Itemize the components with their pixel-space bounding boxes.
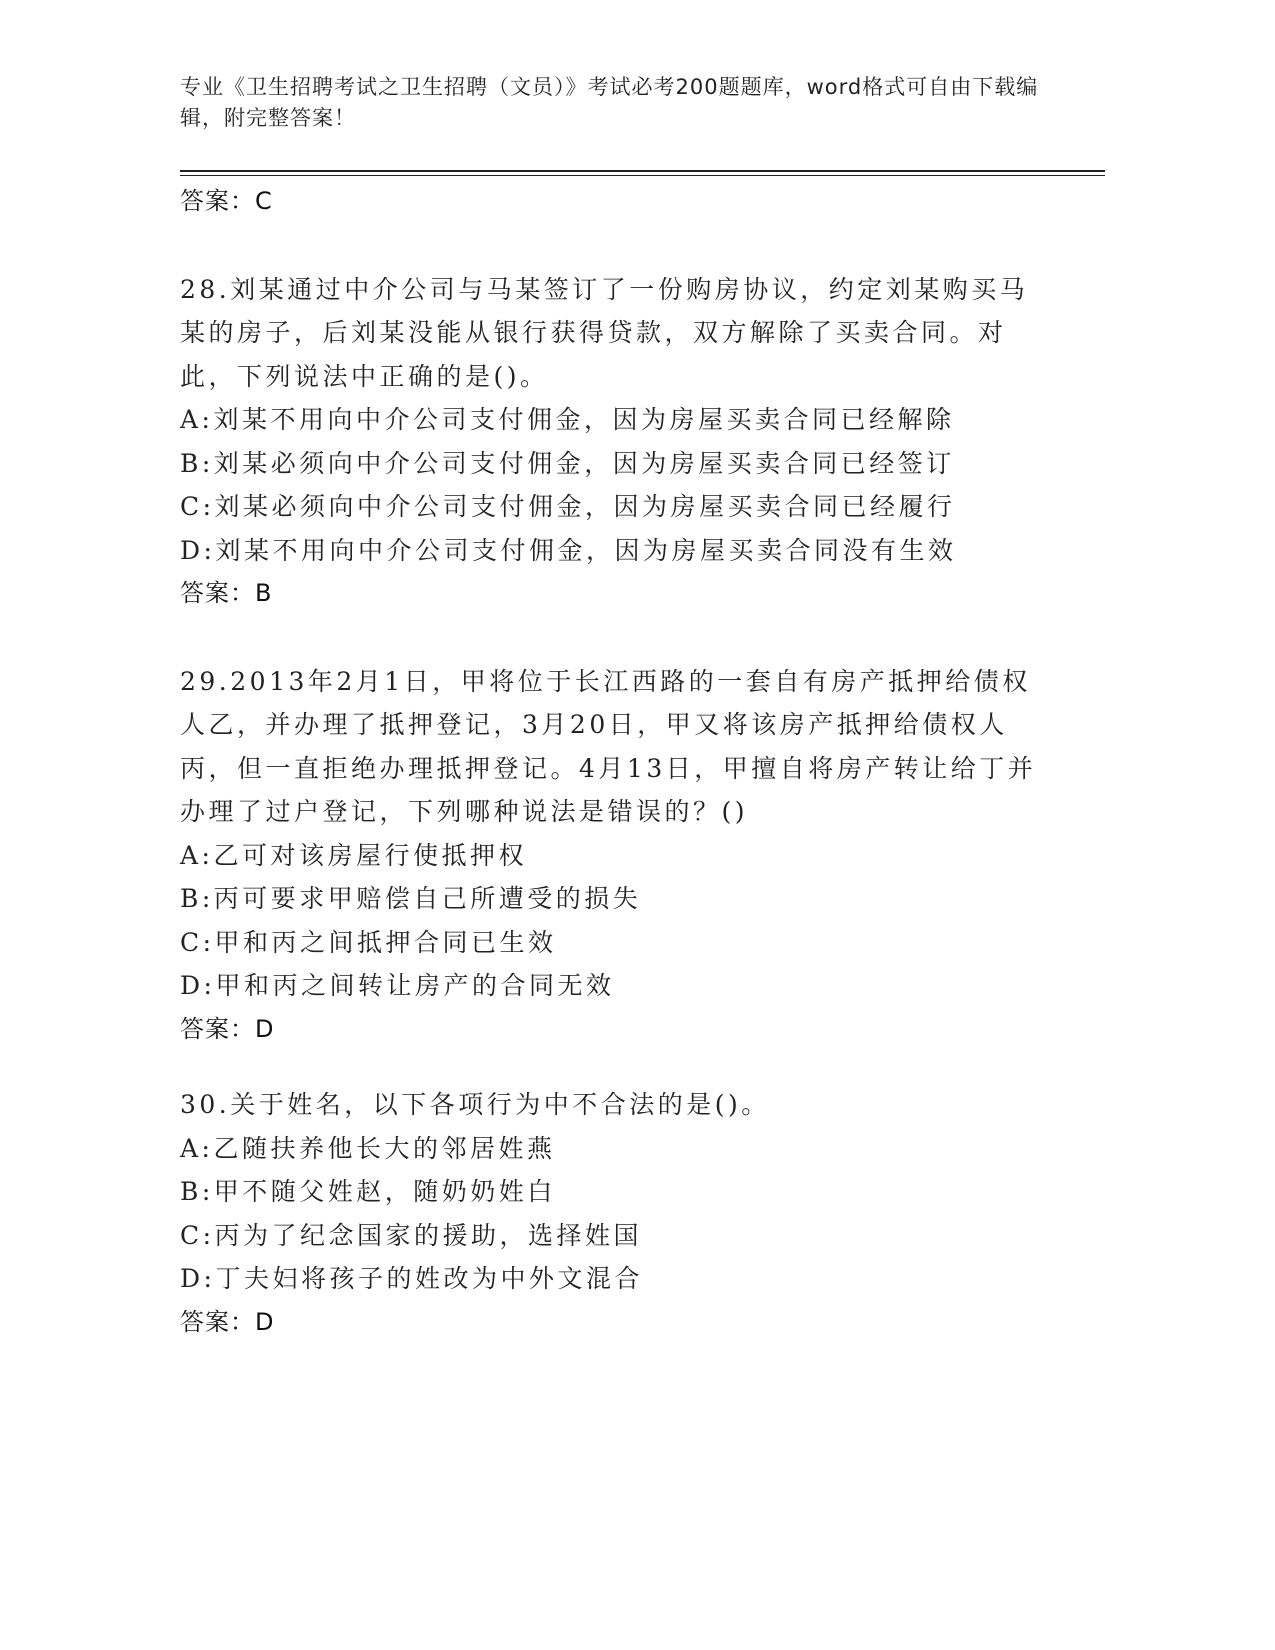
document-header: 专业《卫生招聘考试之卫生招聘（文员）》考试必考200题题库，word格式可自由下载编辑，附完整答案！ <box>180 75 1039 130</box>
option-29-c: C:甲和丙之间抵押合同已生效 <box>180 927 557 957</box>
option-29-d: D:甲和丙之间转让房产的合同无效 <box>180 971 615 1000</box>
question-text-30: 30.关于姓名，以下各项行为中不合法的是()。 <box>180 1090 770 1119</box>
question-text-28: 28.刘某通过中介公司与马某签订了一份购房协议，约定刘某购买马某的房子，后刘某没能从银行获得贷款，双方解除了买卖合同。对此，下列说法中正确的是()。 <box>180 274 1029 391</box>
option-28-c: C:刘某必须向中介公司支付佣金，因为房屋买卖合同已经履行 <box>180 492 956 521</box>
answer-28: 答案：B <box>180 579 273 607</box>
option-29-b: B:丙可要求甲赔偿自己所遭受的损失 <box>180 884 642 913</box>
answer-29: 答案：D <box>180 1014 275 1043</box>
option-30-c: C:丙为了纪念国家的援助，选择姓国 <box>180 1220 643 1250</box>
document-body <box>180 180 1105 1344</box>
option-30-a: A:乙随扶养他长大的邻居姓燕 <box>180 1133 556 1163</box>
option-28-d: D:刘某不用向中介公司支付佣金，因为房屋买卖合同没有生效 <box>180 535 957 565</box>
question-text-29: 29.2013年2月1日，甲将位于长江西路的一套自有房产抵押给债权人乙，并办理了抵押登记，3月20日，甲又将该房产抵押给债权人丙，但一直拒绝办理抵押登记。4月13日，甲擅自将房产转让给丁并办理了过户登记，下列哪种说法是错误的？() <box>180 666 1037 826</box>
answer-30: 答案：D <box>180 1307 275 1336</box>
option-30-b: B:甲不随父姓赵，随奶奶姓白 <box>180 1177 556 1206</box>
header-divider <box>180 170 1105 172</box>
question-block-28 <box>180 268 1105 616</box>
option-28-a: A:刘某不用向中介公司支付佣金，因为房屋买卖合同已经解除 <box>180 405 955 434</box>
question-block-29 <box>180 660 1105 1052</box>
question-block-30 <box>180 1083 1105 1344</box>
header-divider-thin <box>180 175 1105 176</box>
answer-27: 答案：C <box>180 187 273 215</box>
option-29-a: A:乙可对该房屋行使抵押权 <box>180 840 527 870</box>
option-30-d: D:丁夫妇将孩子的姓改为中外文混合 <box>180 1264 643 1293</box>
option-28-b: B:刘某必须向中介公司支付佣金，因为房屋买卖合同已经签订 <box>180 448 955 478</box>
